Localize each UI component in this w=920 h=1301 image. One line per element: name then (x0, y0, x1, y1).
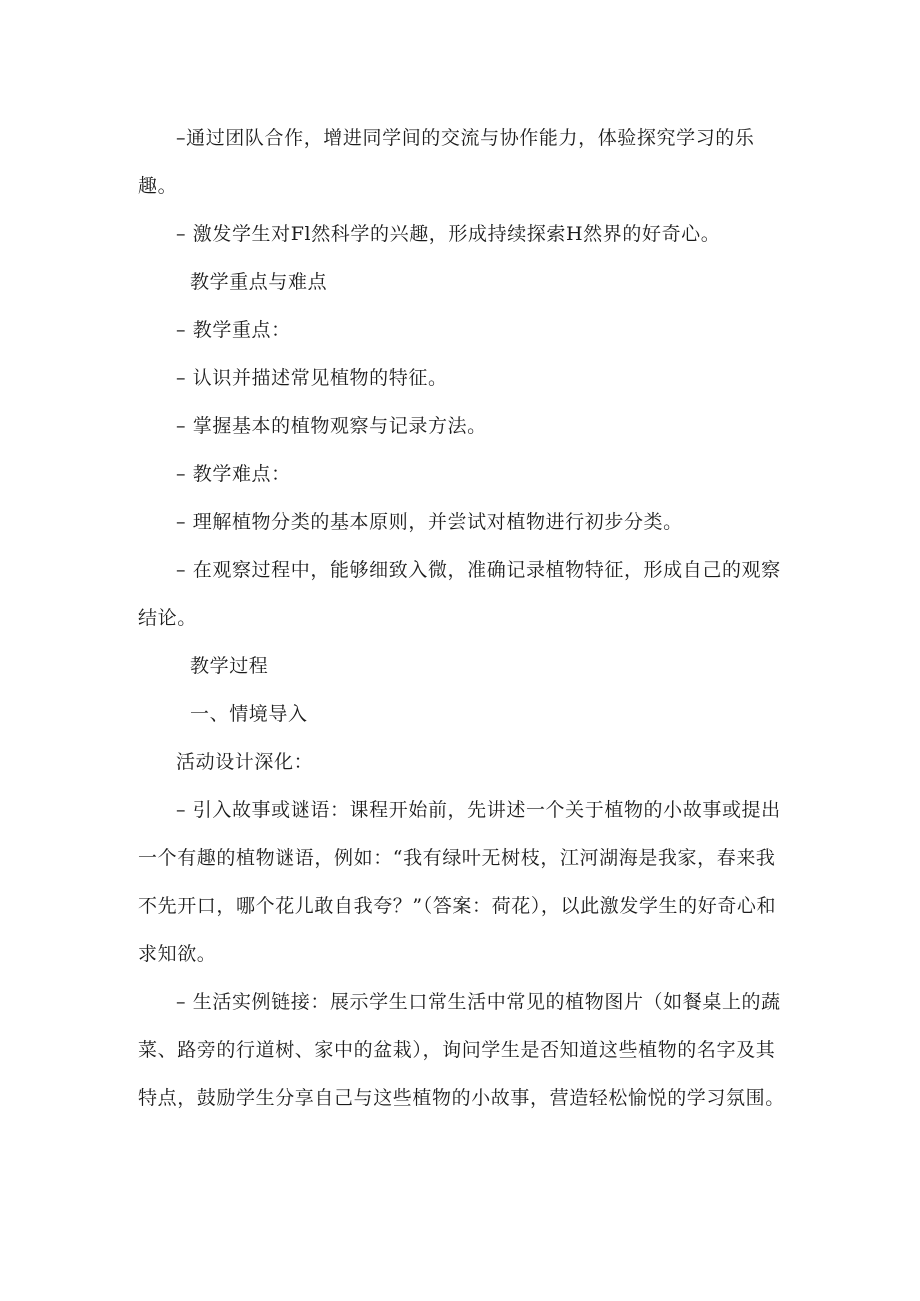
paragraph-difficulty-2: – 在观察过程中，能够细致入微，准确记录植物特征，形成自己的观察结论。 (138, 559, 781, 629)
paragraph-key-2: – 掌握基本的植物观察与记录方法。 (176, 415, 487, 437)
heading-intro: 一、情境导入 (190, 703, 308, 725)
paragraph-activity-label: 活动设计深化： (176, 751, 314, 773)
paragraph-key-label: – 教学重点： (176, 319, 291, 341)
paragraph-difficulty-1: – 理解植物分类的基本原则，并尝试对植物进行初步分类。 (176, 511, 683, 533)
paragraph-life-examples: – 生活实例链接：展示学生口常生活中常见的植物图片（如餐桌上的蔬菜、路旁的行道树、家中的盆栽），询问学生是否知道这些植物的名字及其特点，鼓励学生分享自己与这些植物的小故事，营造轻松愉悦的学习氛围。 (138, 991, 785, 1109)
heading-key-points: 教学重点与难点 (190, 271, 328, 293)
paragraph-story-riddle: – 引入故事或谜语：课程开始前，先讲述一个关于植物的小故事或提出一个有趣的植物谜语，例如：“我有绿叶无树枝，江河湖海是我家，春来我不先开口，哪个花儿敢自我夸？”（答案：荷花），以此激发学生的好奇心和求知欲。 (138, 799, 781, 965)
document-body (138, 114, 786, 1122)
paragraph-difficulty-label: – 教学难点： (176, 463, 291, 485)
paragraph-key-1: – 认识并描述常见植物的特征。 (176, 367, 448, 389)
paragraph-teamwork: –通过团队合作，增进同学间的交流与协作能力，体验探究学习的乐趣。 (138, 127, 755, 197)
paragraph-interest: – 激发学生对Fl然科学的兴趣，形成持续探索H然界的好奇心。 (176, 223, 721, 245)
heading-process: 教学过程 (190, 655, 269, 677)
